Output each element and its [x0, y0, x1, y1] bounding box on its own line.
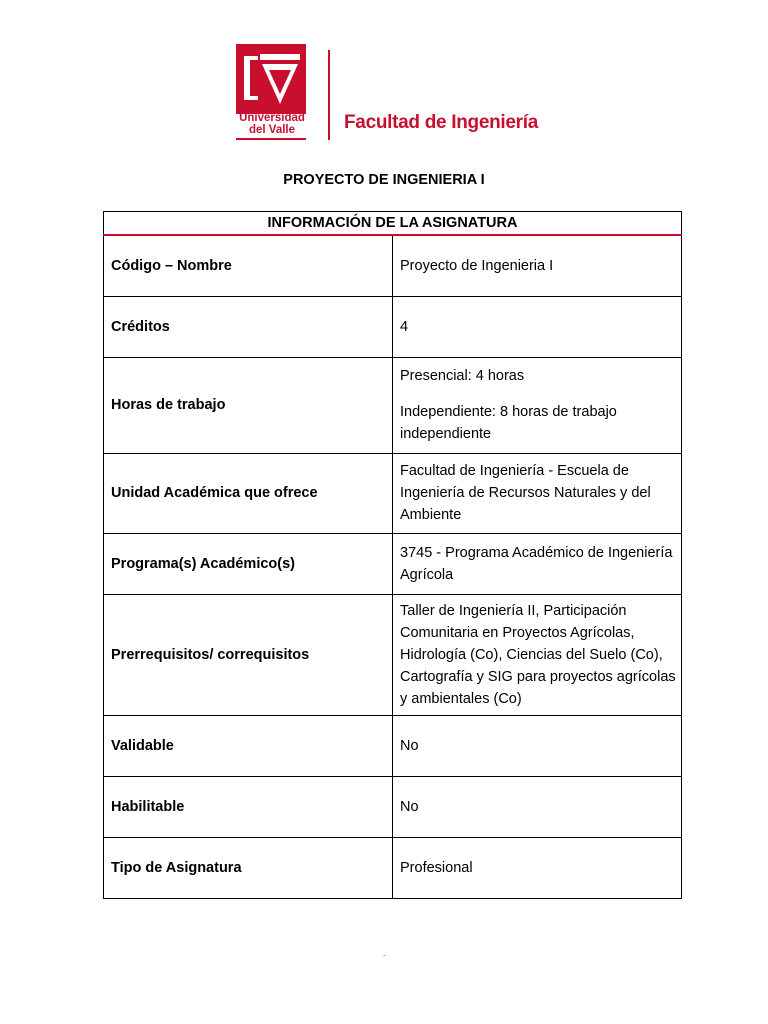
- row-label-prerrequisitos: Prerrequisitos/ correquisitos: [104, 594, 393, 715]
- table-row: [104, 357, 682, 453]
- row-value-habilitable: No: [393, 776, 682, 837]
- row-value-tipo: Profesional: [393, 837, 682, 898]
- row-value-creditos: 4: [393, 296, 682, 357]
- table-row: [104, 594, 682, 715]
- row-value-prerrequisitos: Taller de Ingeniería II, Participación Comunitaria en Proyectos Agrícolas, Hidrología (Co), Ciencias del Suelo (Co), Cartografía y SIG para proyectos agrícolas y ambientales (Co): [393, 594, 682, 715]
- logo-underline: [236, 138, 306, 140]
- table-row: [104, 235, 682, 296]
- row-value-programa: 3745 - Programa Académico de Ingeniería Agrícola: [393, 533, 682, 594]
- table-row: [104, 715, 682, 776]
- row-label-creditos: Créditos: [104, 296, 393, 357]
- row-label-unidad: Unidad Académica que ofrece: [104, 453, 393, 533]
- row-value-unidad: Facultad de Ingeniería - Escuela de Ingeniería de Recursos Naturales y del Ambiente: [393, 453, 682, 533]
- logo-divider: [328, 50, 330, 140]
- faculty-name: Facultad de Ingeniería: [344, 112, 539, 133]
- hours-independiente: Independiente: 8 horas de trabajo independiente: [400, 404, 617, 442]
- row-value-validable: No: [393, 715, 682, 776]
- row-label-programa: Programa(s) Académico(s): [104, 533, 393, 594]
- hours-presencial: Presencial: 4 horas: [400, 368, 525, 384]
- document-title: PROYECTO DE INGENIERIA I: [283, 172, 485, 188]
- row-label-validable: Validable: [104, 715, 393, 776]
- row-label-tipo: Tipo de Asignatura: [104, 837, 393, 898]
- univalle-logo-icon: [236, 44, 306, 114]
- table-row: [104, 296, 682, 357]
- row-value-horas: [393, 357, 682, 453]
- row-label-codigo: Código – Nombre: [104, 235, 393, 296]
- row-label-horas: Horas de trabajo: [104, 357, 393, 453]
- university-name: Universidad del Valle: [239, 112, 305, 136]
- university-logo: [236, 44, 539, 144]
- table-header-row: [104, 212, 682, 236]
- course-info-table: [103, 211, 682, 899]
- row-value-codigo: Proyecto de Ingenieria I: [393, 235, 682, 296]
- table-row: [104, 776, 682, 837]
- table-row: [104, 837, 682, 898]
- page-footer-mark: -: [383, 951, 386, 960]
- table-row: [104, 453, 682, 533]
- table-heading: INFORMACIÓN DE LA ASIGNATURA: [104, 212, 682, 236]
- table-row: [104, 533, 682, 594]
- row-label-habilitable: Habilitable: [104, 776, 393, 837]
